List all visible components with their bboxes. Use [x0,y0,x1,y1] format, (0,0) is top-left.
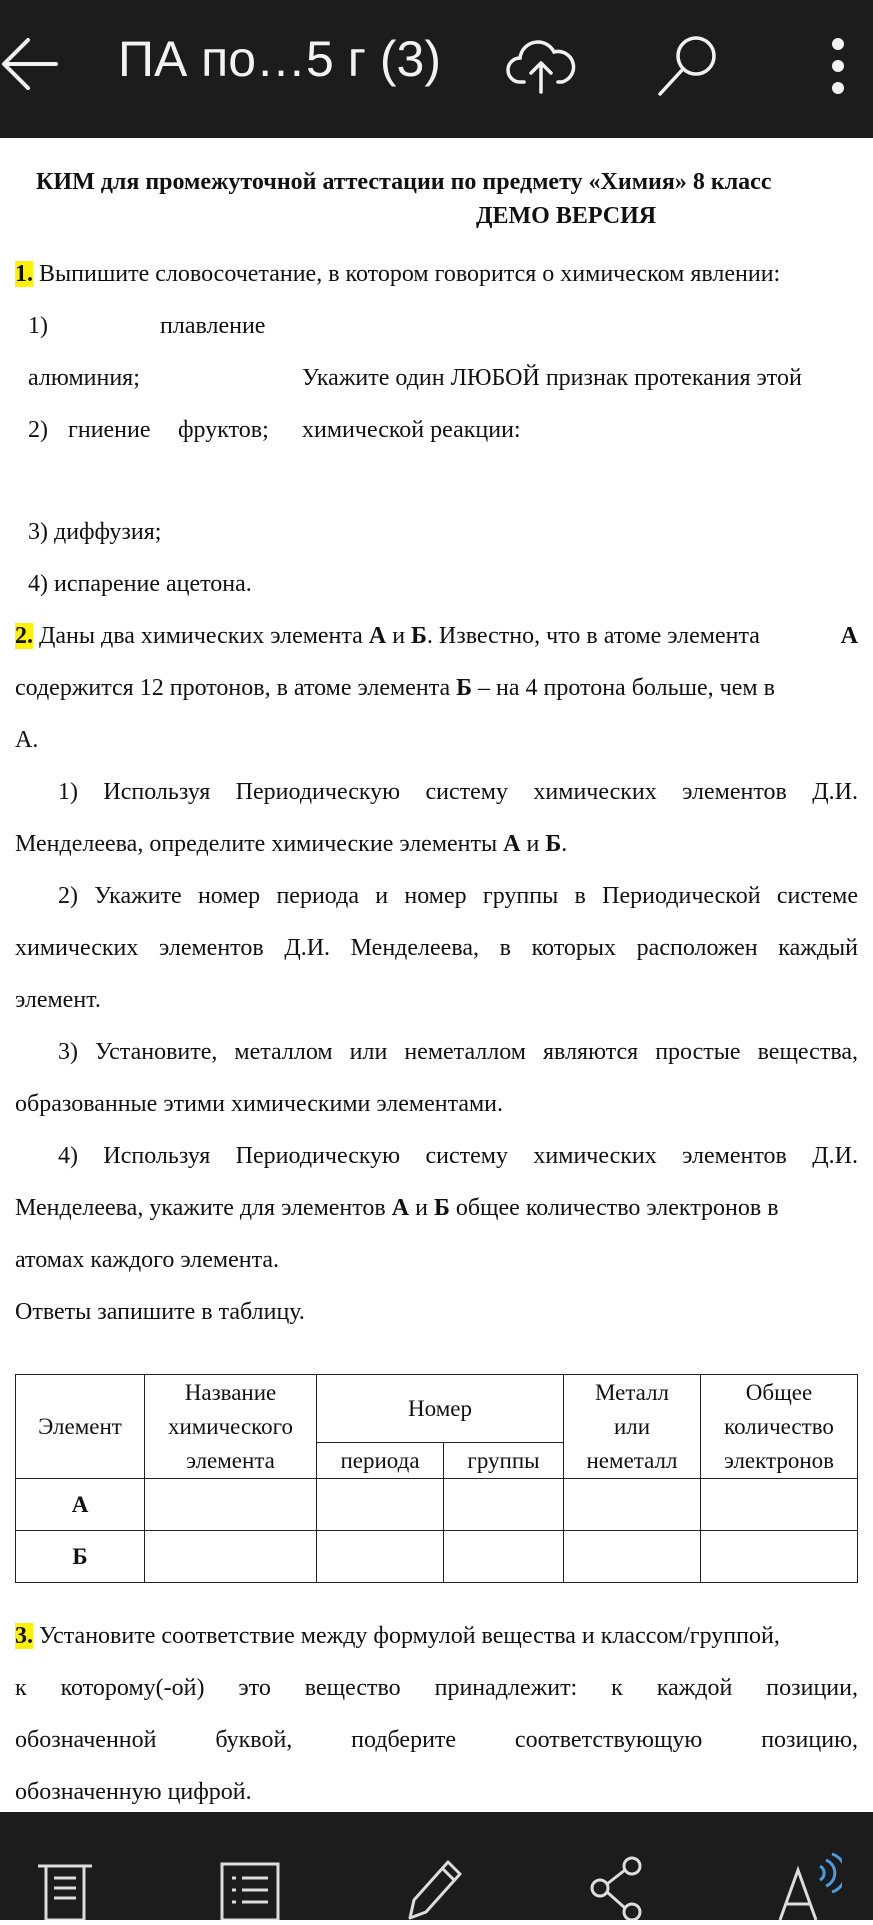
q1-option-1-num: 1) [28,313,48,339]
q2-part3-line2: образованные этими химическими элементами. [15,1091,504,1117]
question-number: 2. [15,623,33,649]
cell-input[interactable] [317,1531,444,1583]
q2-part1-line1: 1) Используя Периодическую систему химических элементов Д.И. [58,779,858,805]
document-header-line1: КИМ для промежуточной аттестации по предмету «Химия» 8 класс [36,169,772,195]
q2-part1-line2: Менделеева, определите химические элементы А и Б. [15,831,568,857]
top-app-bar [0,0,873,138]
bottom-toolbar [0,1812,873,1920]
q2-answer-note: Ответы запишите в таблицу. [15,1299,305,1325]
edit-pencil-icon[interactable] [402,1852,468,1920]
q2-part2-line1: 2) Укажите номер периода и номер группы в Периодической системе [58,883,858,909]
cloud-upload-icon[interactable] [506,36,576,96]
question-2-stem-line1: 2. Даны два химических элемента А и Б. Известно, что в атоме элемента А [15,623,858,649]
cell-input[interactable] [145,1479,317,1531]
q1-option-2-num: 2) [28,417,48,443]
cell-input[interactable] [317,1479,444,1531]
cell-input[interactable] [444,1479,564,1531]
list-view-icon[interactable] [218,1858,282,1920]
q1-task-line2: химической реакции: [302,417,521,443]
th-metal: Металл или неметалл [564,1375,701,1479]
question-3-stem-line2: к которому(-ой) это вещество принадлежит: к каждой позиции, [15,1675,858,1701]
cell-input[interactable] [701,1531,858,1583]
search-icon[interactable] [656,32,722,98]
q1-option-2-word1: гниение [68,417,151,443]
th-group: группы [444,1443,564,1479]
question-number: 1. [15,261,33,287]
cell-input[interactable] [564,1531,701,1583]
q1-option-1-text-cont: алюминия; [28,365,140,391]
th-total-electrons: Общее количество электронов [701,1375,858,1479]
q2-part2-line2: химических элементов Д.И. Менделеева, в которых расположен каждый [15,935,858,961]
document-page[interactable] [0,138,873,1812]
question-2-stem-line2: содержится 12 протонов, в атоме элемента Б – на 4 протона больше, чем в [15,675,775,701]
question-number: 3. [15,1623,33,1649]
th-element: Элемент [16,1375,145,1479]
row-label-a: А [16,1479,145,1531]
question-3-stem-line4: обозначенную цифрой. [15,1779,252,1805]
q1-option-3: 3) диффузия; [28,519,162,545]
answer-table [15,1374,858,1583]
row-label-b: Б [16,1531,145,1583]
page-fit-icon[interactable] [34,1858,96,1920]
q2-part4-line1: 4) Используя Периодическую систему химических элементов Д.И. [58,1143,858,1169]
q1-task-line1: Укажите один ЛЮБОЙ признак протекания этой [302,365,802,391]
question-1-stem: 1. Выпишите словосочетание, в котором говорится о химическом явлении: [15,261,781,287]
cell-input[interactable] [444,1531,564,1583]
share-icon[interactable] [588,1856,648,1920]
q1-option-2-word2: фруктов; [178,417,269,443]
q1-option-1-text: плавление [160,313,266,339]
q1-option-4: 4) испарение ацетона. [28,571,252,597]
question-3-stem-line3: обозначенной буквой, подберите соответствующую позицию, [15,1727,858,1753]
question-3-stem-line1: 3. Установите соответствие между формулой вещества и классом/группой, [15,1623,780,1649]
th-period: периода [317,1443,444,1479]
back-arrow-icon[interactable] [0,34,60,94]
q2-part3-line1: 3) Установите, металлом или неметаллом являются простые вещества, [58,1039,858,1065]
q2-part2-line3: элемент. [15,987,101,1013]
cell-input[interactable] [145,1531,317,1583]
document-title: ПА по…5 г (3) [118,31,441,87]
read-aloud-icon[interactable] [776,1850,842,1920]
q2-part4-line2: Менделеева, укажите для элементов А и Б общее количество электронов в [15,1195,779,1221]
q2-part4-line3: атомах каждого элемента. [15,1247,280,1273]
cell-input[interactable] [701,1479,858,1531]
th-name: Название химического элемента [145,1375,317,1479]
th-number: Номер [317,1375,564,1443]
document-header-line2: ДЕМО ВЕРСИЯ [476,203,657,229]
question-2-stem-line3: А. [15,727,39,753]
cell-input[interactable] [564,1479,701,1531]
more-vert-icon[interactable] [826,36,850,96]
